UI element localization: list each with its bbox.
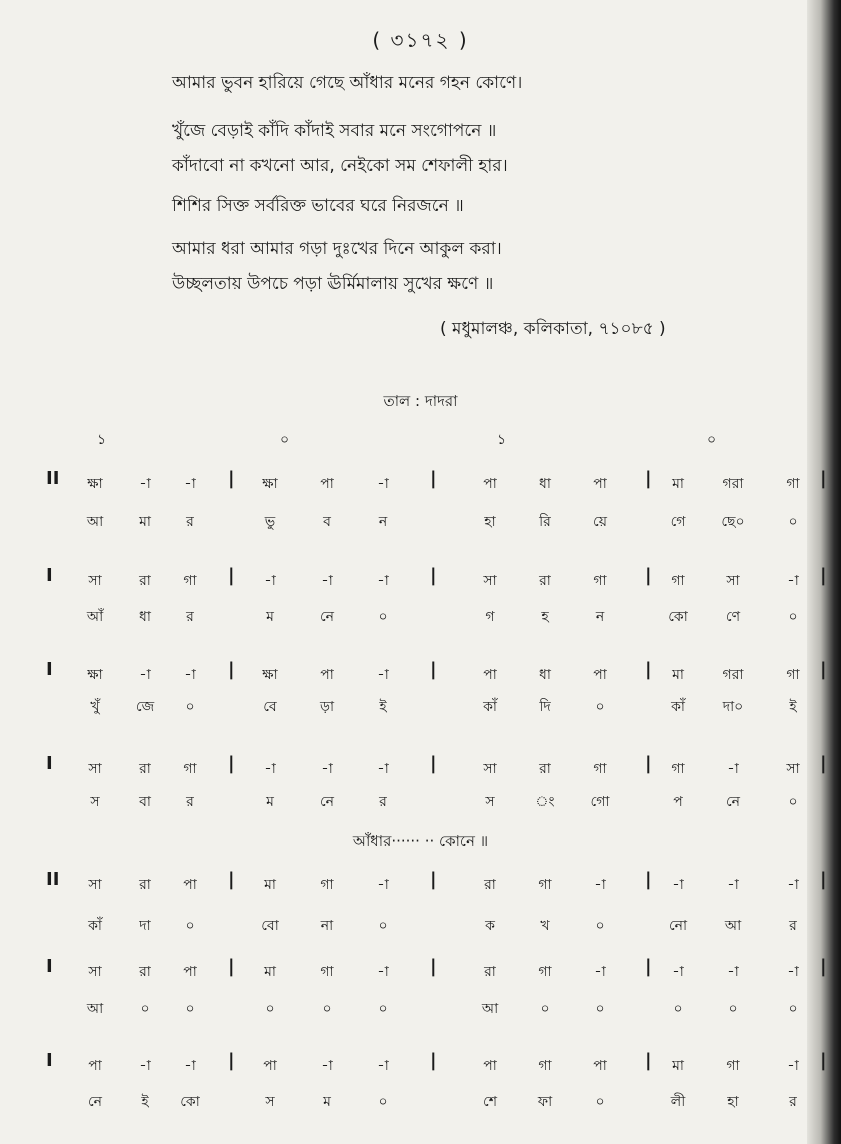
lyric-cell: ন [595, 609, 605, 625]
barline: | [820, 753, 827, 774]
lyric-cell: কো [180, 1094, 200, 1110]
lyric-cell: নে [725, 794, 741, 810]
note-cell: গা [593, 573, 607, 589]
lyric-cell: ০ [540, 1001, 550, 1017]
lyric-cell: কো [668, 609, 688, 625]
lyric-cell: দা [139, 918, 151, 934]
beat-mark: ১ [97, 432, 107, 448]
lyric-cell: ম [266, 609, 274, 625]
lyric-cell: ০ [378, 609, 388, 625]
lyric-cell: ০ [595, 1001, 605, 1017]
lyric-cell: গে [670, 514, 686, 530]
lyric-cell: আ [86, 514, 104, 530]
lyric-cell: ং [535, 794, 555, 810]
note-cell: -া [672, 877, 684, 893]
note-cell: গা [786, 476, 800, 492]
note-cell: -া [184, 1058, 196, 1074]
lyric-row [0, 790, 841, 814]
lyric-cell: ০ [595, 918, 605, 934]
lyric-cell: র [789, 1094, 797, 1110]
lyric-cell: স [485, 794, 495, 810]
note-cell: সা [88, 573, 102, 589]
notation-row [0, 753, 841, 781]
notation-row [0, 1050, 841, 1078]
barline: | [645, 468, 652, 489]
lyric-cell: দা০ [722, 699, 744, 715]
note-cell: -া [594, 964, 606, 980]
note-cell: রা [539, 573, 551, 589]
note-cell: পা [593, 1058, 607, 1074]
note-cell: পা [483, 1058, 497, 1074]
note-cell: ক্ষা [87, 476, 103, 492]
lyric-cell: ০ [140, 1001, 150, 1017]
barline: | [820, 659, 827, 680]
lyric-cell: শে [483, 1094, 497, 1110]
lyric-cell: বে [263, 699, 277, 715]
lyric-cell: ০ [788, 514, 798, 530]
lyric-cell: কাঁ [88, 918, 102, 934]
beat-mark: ১ [497, 432, 507, 448]
refrain-note: আঁধার······ ·· কোনে ॥ [352, 832, 489, 850]
barline: | [820, 468, 827, 489]
note-cell: গা [538, 877, 552, 893]
lyric-cell: আ [481, 1001, 499, 1017]
note-cell: গা [320, 964, 334, 980]
barline: | [228, 1050, 235, 1071]
barline: | [645, 565, 652, 586]
tala-label: তাল : দাদরা [383, 392, 458, 410]
barline: | [228, 565, 235, 586]
poem-line: উচ্ছলতায় উপচে পড়া ঊর্মিমালায় সুখের ক্ষণে ॥ [172, 274, 494, 294]
note-cell: সা [88, 964, 102, 980]
note-cell: পা [320, 667, 334, 683]
lyric-cell: ভু [264, 514, 276, 530]
note-cell: -া [139, 1058, 151, 1074]
lyric-cell: ০ [595, 1094, 605, 1110]
note-cell: -া [377, 1058, 389, 1074]
note-cell: রা [139, 877, 151, 893]
beat-mark: ০ [280, 432, 290, 448]
notation-row [0, 468, 841, 496]
note-cell: মা [264, 877, 276, 893]
note-cell: পা [183, 964, 197, 980]
barline: | [430, 1050, 437, 1071]
lyric-cell: দি [539, 699, 551, 715]
note-cell: ধা [539, 667, 551, 683]
note-cell: -া [727, 877, 739, 893]
note-cell: গা [593, 761, 607, 777]
barline: | [228, 468, 235, 489]
lyric-cell: ০ [788, 1001, 798, 1017]
lyric-cell: র [186, 514, 194, 530]
lyric-cell: ০ [378, 1001, 388, 1017]
barline: | [228, 956, 235, 977]
lyric-cell: ০ [378, 1094, 388, 1110]
lyric-cell: নে [319, 794, 335, 810]
note-cell: রা [139, 964, 151, 980]
lyric-cell: ০ [595, 699, 605, 715]
note-cell: -া [377, 667, 389, 683]
lyric-cell: স [265, 1094, 275, 1110]
note-cell: মা [264, 964, 276, 980]
note-cell: সা [786, 761, 800, 777]
lyric-cell: হা [484, 514, 496, 530]
lyric-cell: লী [670, 1094, 686, 1110]
barline: | [228, 753, 235, 774]
lyric-cell: রি [539, 514, 551, 530]
note-cell: -া [264, 573, 276, 589]
lyric-row [0, 605, 841, 629]
note-cell: রা [139, 573, 151, 589]
lyric-row [0, 914, 841, 938]
barline: | [820, 1050, 827, 1071]
lyric-cell: ০ [728, 1001, 738, 1017]
barline: | [645, 869, 652, 890]
note-cell: সা [483, 761, 497, 777]
barline: | [430, 468, 437, 489]
note-cell: -া [139, 476, 151, 492]
note-cell: -া [787, 573, 799, 589]
barline: | [820, 565, 827, 586]
note-cell: -া [264, 761, 276, 777]
barline: | [430, 565, 437, 586]
note-cell: গা [786, 667, 800, 683]
note-cell: সা [88, 761, 102, 777]
notation-row [0, 565, 841, 593]
note-cell: -া [377, 877, 389, 893]
lyric-cell: ০ [322, 1001, 332, 1017]
song-number: ( ৩১৭২ ) [372, 28, 469, 52]
beat-mark: ০ [707, 432, 717, 448]
note-cell: -া [672, 964, 684, 980]
note-cell: -া [727, 964, 739, 980]
source-citation: ( মধুমালঞ্চ, কলিকাতা, ৭১০৮৫ ) [440, 319, 666, 339]
lyric-cell: কাঁ [483, 699, 497, 715]
lyric-cell: ০ [185, 918, 195, 934]
lyric-cell: খুঁ [90, 699, 100, 715]
note-cell: -া [787, 877, 799, 893]
lyric-cell: নে [319, 609, 335, 625]
note-cell: -া [139, 667, 151, 683]
barline: | [820, 869, 827, 890]
lyric-cell: গ [485, 609, 495, 625]
barline: | [645, 659, 652, 680]
lyric-row [0, 510, 841, 534]
note-cell: -া [184, 667, 196, 683]
barline: | [645, 753, 652, 774]
start-barline: II [46, 468, 60, 489]
note-cell: -া [321, 573, 333, 589]
note-cell: -া [727, 761, 739, 777]
lyric-cell: আ [86, 1001, 104, 1017]
lyric-cell: খ [540, 918, 550, 934]
note-cell: পা [263, 1058, 277, 1074]
lyric-cell: ই [789, 699, 797, 715]
note-cell: রা [139, 761, 151, 777]
lyric-cell: বো [261, 918, 279, 934]
notation-row [0, 956, 841, 984]
lyric-cell: ই [141, 1094, 149, 1110]
notation-row [0, 659, 841, 687]
note-cell: পা [483, 667, 497, 683]
lyric-cell: ব [323, 514, 331, 530]
note-cell: গা [671, 573, 685, 589]
lyric-row [0, 997, 841, 1021]
lyric-cell: ছে০ [721, 514, 745, 530]
lyric-cell: জে [135, 699, 155, 715]
note-cell: গা [183, 573, 197, 589]
lyric-cell: আঁ [86, 609, 104, 625]
note-cell: পা [483, 476, 497, 492]
lyric-cell: ০ [673, 1001, 683, 1017]
note-cell: গা [726, 1058, 740, 1074]
start-barline: II [46, 869, 60, 890]
note-cell: -া [377, 964, 389, 980]
barline: | [820, 956, 827, 977]
poem-line: আমার ধরা আমার গড়া দুঃখের দিনে আকুল করা। [172, 239, 502, 259]
lyric-cell: ০ [185, 699, 195, 715]
lyric-cell: র [789, 918, 797, 934]
poem-line: আমার ভুবন হারিয়ে গেছে আঁধার মনের গহন কোণে। [172, 73, 523, 93]
lyric-cell: প [673, 794, 683, 810]
note-cell: পা [320, 476, 334, 492]
note-cell: গা [671, 761, 685, 777]
lyric-cell: আ [724, 918, 742, 934]
barline: | [430, 659, 437, 680]
note-cell: পা [593, 476, 607, 492]
lyric-cell: ই [379, 699, 387, 715]
poem-line: খুঁজে বেড়াই কাঁদি কাঁদাই সবার মনে সংগোপনে ॥ [172, 121, 497, 141]
lyric-cell: র [186, 794, 194, 810]
notation-row [0, 869, 841, 897]
lyric-cell: হা [727, 1094, 739, 1110]
note-cell: গরা [722, 476, 744, 492]
lyric-cell: ধা [139, 609, 151, 625]
lyric-cell: নে [87, 1094, 103, 1110]
lyric-cell: হ [541, 609, 549, 625]
barline: | [228, 869, 235, 890]
start-barline: I [46, 956, 53, 977]
lyric-cell: কাঁ [671, 699, 685, 715]
note-cell: সা [483, 573, 497, 589]
lyric-cell: নো [668, 918, 688, 934]
barline: | [430, 956, 437, 977]
start-barline: I [46, 659, 53, 680]
note-cell: -া [787, 1058, 799, 1074]
note-cell: রা [484, 964, 496, 980]
note-cell: মা [672, 476, 684, 492]
lyric-cell: স [90, 794, 100, 810]
note-cell: মা [672, 667, 684, 683]
note-cell: সা [726, 573, 740, 589]
start-barline: I [46, 565, 53, 586]
note-cell: ক্ষা [87, 667, 103, 683]
lyric-cell: মা [139, 514, 151, 530]
note-cell: -া [184, 476, 196, 492]
lyric-cell: ম [266, 794, 274, 810]
note-cell: গরা [722, 667, 744, 683]
lyric-cell: য়ে [593, 514, 607, 530]
note-cell: -া [321, 761, 333, 777]
note-cell: -া [321, 1058, 333, 1074]
lyric-cell: ০ [788, 609, 798, 625]
start-barline: I [46, 753, 53, 774]
lyric-cell: ন [378, 514, 388, 530]
lyric-cell: না [320, 918, 334, 934]
lyric-cell: বা [139, 794, 151, 810]
start-barline: I [46, 1050, 53, 1071]
lyric-cell: ০ [185, 1001, 195, 1017]
note-cell: -া [594, 877, 606, 893]
note-cell: -া [787, 964, 799, 980]
lyric-cell: ক [485, 918, 495, 934]
note-cell: গা [538, 964, 552, 980]
lyric-cell: র [379, 794, 387, 810]
barline: | [645, 1050, 652, 1071]
barline: | [645, 956, 652, 977]
lyric-cell: ০ [265, 1001, 275, 1017]
note-cell: ক্ষা [262, 476, 278, 492]
lyric-cell: ড়া [319, 699, 335, 715]
note-cell: পা [593, 667, 607, 683]
note-cell: -া [377, 573, 389, 589]
note-cell: -া [377, 476, 389, 492]
lyric-cell: ০ [788, 794, 798, 810]
note-cell: -া [377, 761, 389, 777]
lyric-cell: গো [590, 794, 610, 810]
note-cell: রা [539, 761, 551, 777]
barline: | [430, 869, 437, 890]
lyric-cell: ফা [537, 1094, 553, 1110]
note-cell: গা [320, 877, 334, 893]
note-cell: পা [88, 1058, 102, 1074]
note-cell: মা [672, 1058, 684, 1074]
lyric-cell: র [186, 609, 194, 625]
note-cell: রা [484, 877, 496, 893]
lyric-cell: ম [323, 1094, 331, 1110]
note-cell: গা [183, 761, 197, 777]
note-cell: গা [538, 1058, 552, 1074]
poem-line: শিশির সিক্ত সর্বরিক্ত ভাবের ঘরে নিরজনে ॥ [172, 196, 464, 216]
note-cell: সা [88, 877, 102, 893]
lyric-row [0, 695, 841, 719]
barline: | [228, 659, 235, 680]
lyric-cell: ০ [378, 918, 388, 934]
poem-line: কাঁদাবো না কখনো আর, নেইকো সম শেফালী হার। [172, 156, 508, 176]
note-cell: ধা [539, 476, 551, 492]
note-cell: ক্ষা [262, 667, 278, 683]
barline: | [430, 753, 437, 774]
lyric-cell: ণে [725, 609, 741, 625]
note-cell: পা [183, 877, 197, 893]
lyric-row [0, 1090, 841, 1114]
